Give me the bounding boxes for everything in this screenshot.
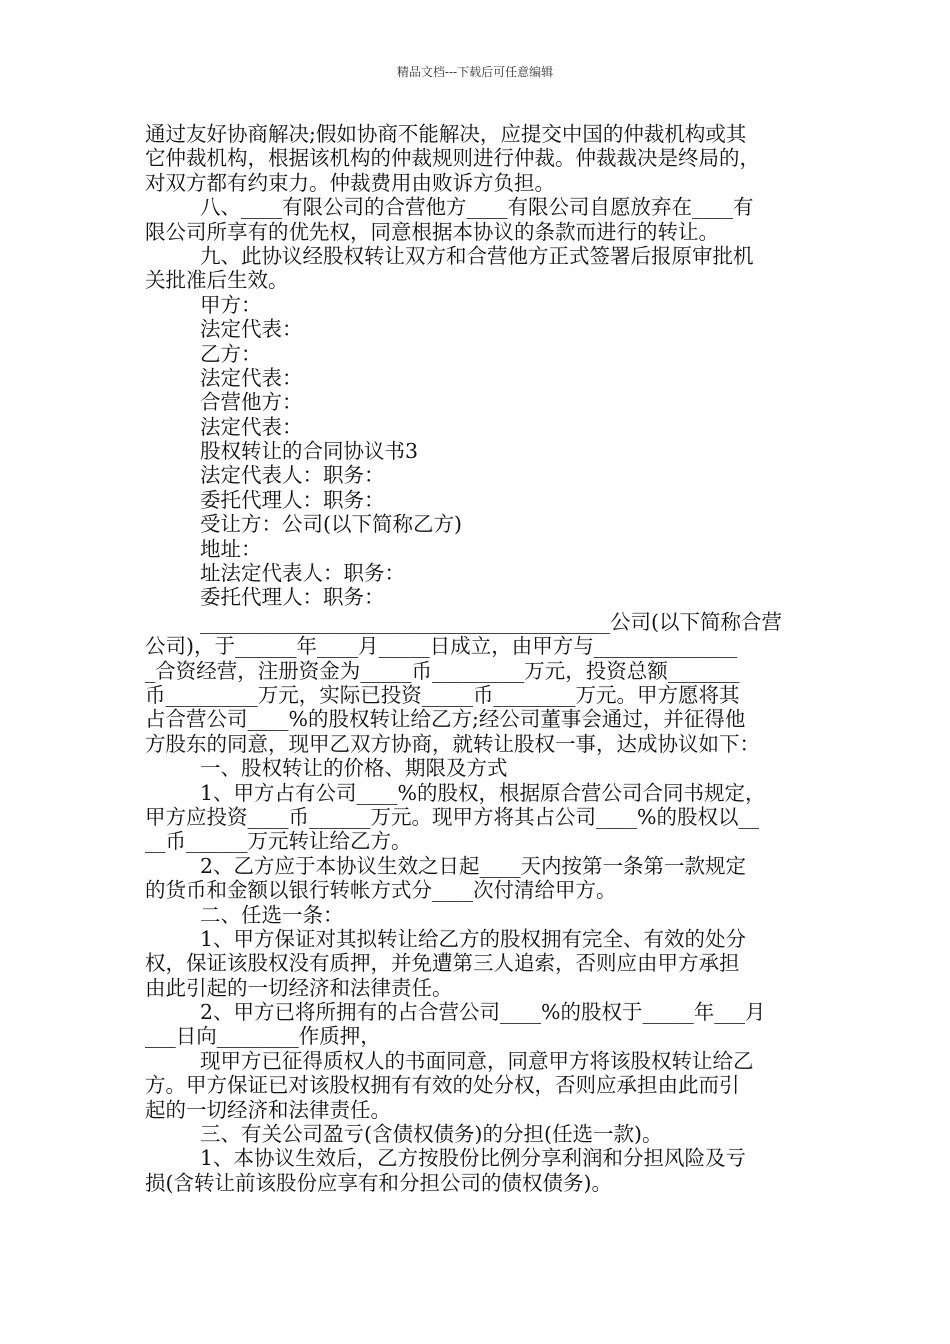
- document-line: 委托代理人：职务：: [200, 585, 385, 610]
- document-line: 2、甲方已将所拥有的占合营公司____%的股权于_____年___月: [200, 1000, 766, 1025]
- document-body: [145, 122, 807, 1195]
- document-line: 起的一切经济和法律责任。: [145, 1097, 391, 1122]
- document-line: 法定代表：: [200, 317, 303, 342]
- page-header: 精品文档---下载后可任意编辑: [396, 65, 554, 79]
- document-line: 方。甲方保证已对该股权拥有有效的处分权，否则应承担由此而引: [145, 1073, 740, 1098]
- document-line: 1、甲方保证对其拟转让给乙方的股权拥有完全、有效的处分: [200, 926, 747, 951]
- document-line: 关批准后生效。: [145, 268, 289, 293]
- document-line: ___日向________作质押，: [145, 1024, 381, 1049]
- document-line: 2、乙方应于本协议生效之日起____天内按第一条第一款规定: [200, 853, 747, 878]
- document-line: 地址：: [200, 536, 262, 561]
- document-line: 由此引起的一切经济和法律责任。: [145, 975, 453, 1000]
- document-line: 一、股权转让的价格、期限及方式: [200, 756, 508, 781]
- document-line: 占合营公司____%的股权转让给乙方;经公司董事会通过，并征得他: [145, 707, 746, 732]
- document-line: 法定代表人：职务：: [200, 463, 385, 488]
- document-line: 委托代理人：职务：: [200, 487, 385, 512]
- document-line: 址法定代表人：职务：: [200, 561, 405, 586]
- document-line: 公司)，于______年____月_____日成立，由甲方与______________: [145, 634, 738, 659]
- document-line: 三、有关公司盈亏(含债权债务)的分担(任选一款)。: [200, 1122, 663, 1147]
- document-line: 损(含转让前该股份应享有和分担公司的债权债务)。: [145, 1170, 612, 1195]
- document-line: 方股东的同意，现甲乙双方协商，就转让股权一事，达成协议如下：: [145, 731, 760, 756]
- document-line: 乙方：: [200, 341, 262, 366]
- document-line: 它仲裁机构，根据该机构的仲裁规则进行仲裁。仲裁裁决是终局的，: [145, 146, 760, 171]
- document-line: 币_________万元，实际已投资_____币________万元。甲方愿将其: [145, 682, 740, 707]
- document-line: 现甲方已征得质权人的书面同意，同意甲方将该股权转让给乙: [200, 1048, 754, 1073]
- document-line: 法定代表：: [200, 414, 303, 439]
- document-line: 1、甲方占有公司____%的股权，根据原合营公司合同书规定，: [200, 780, 766, 805]
- document-line: 的货币和金额以银行转帐方式分____次付清给甲方。: [145, 878, 617, 903]
- document-line: 对双方都有约束力。仲裁费用由败诉方负担。: [145, 170, 555, 195]
- document-line: 股权转让的合同协议书3: [200, 439, 419, 464]
- document-line: 权，保证该股权没有质押，并免遭第三人追索，否则应由甲方承担: [145, 951, 740, 976]
- document-line: 法定代表：: [200, 365, 303, 390]
- document-line: ________________________________________公司(以下简称合营: [200, 609, 782, 634]
- document-line: 限公司所享有的优先权，同意根据本协议的条款而进行的转让。: [145, 219, 719, 244]
- document-line: 受让方：公司(以下简称乙方): [200, 512, 462, 537]
- document-line: 1、本协议生效后，乙方按股份比例分享利润和分担风险及亏: [200, 1146, 747, 1171]
- document-line: 甲方应投资____币______万元。现甲方将其占公司____%的股权以__: [145, 804, 759, 829]
- document-line: __币______万元转让给乙方。: [145, 829, 412, 854]
- document-line: 通过友好协商解决;假如协商不能解决，应提交中国的仲裁机构或其: [145, 122, 747, 146]
- document-line: 二、任选一条：: [200, 902, 344, 927]
- document-line: 甲方：: [200, 292, 262, 317]
- document-line: _合资经营，注册资金为_____币_________万元，投资总额_______: [145, 658, 740, 683]
- document-line: 八、____有限公司的合营他方____有限公司自愿放弃在____有: [200, 195, 754, 220]
- document-line: 九、此协议经股权转让双方和合营他方正式签署后报原审批机: [200, 243, 754, 268]
- document-line: 合营他方：: [200, 390, 303, 415]
